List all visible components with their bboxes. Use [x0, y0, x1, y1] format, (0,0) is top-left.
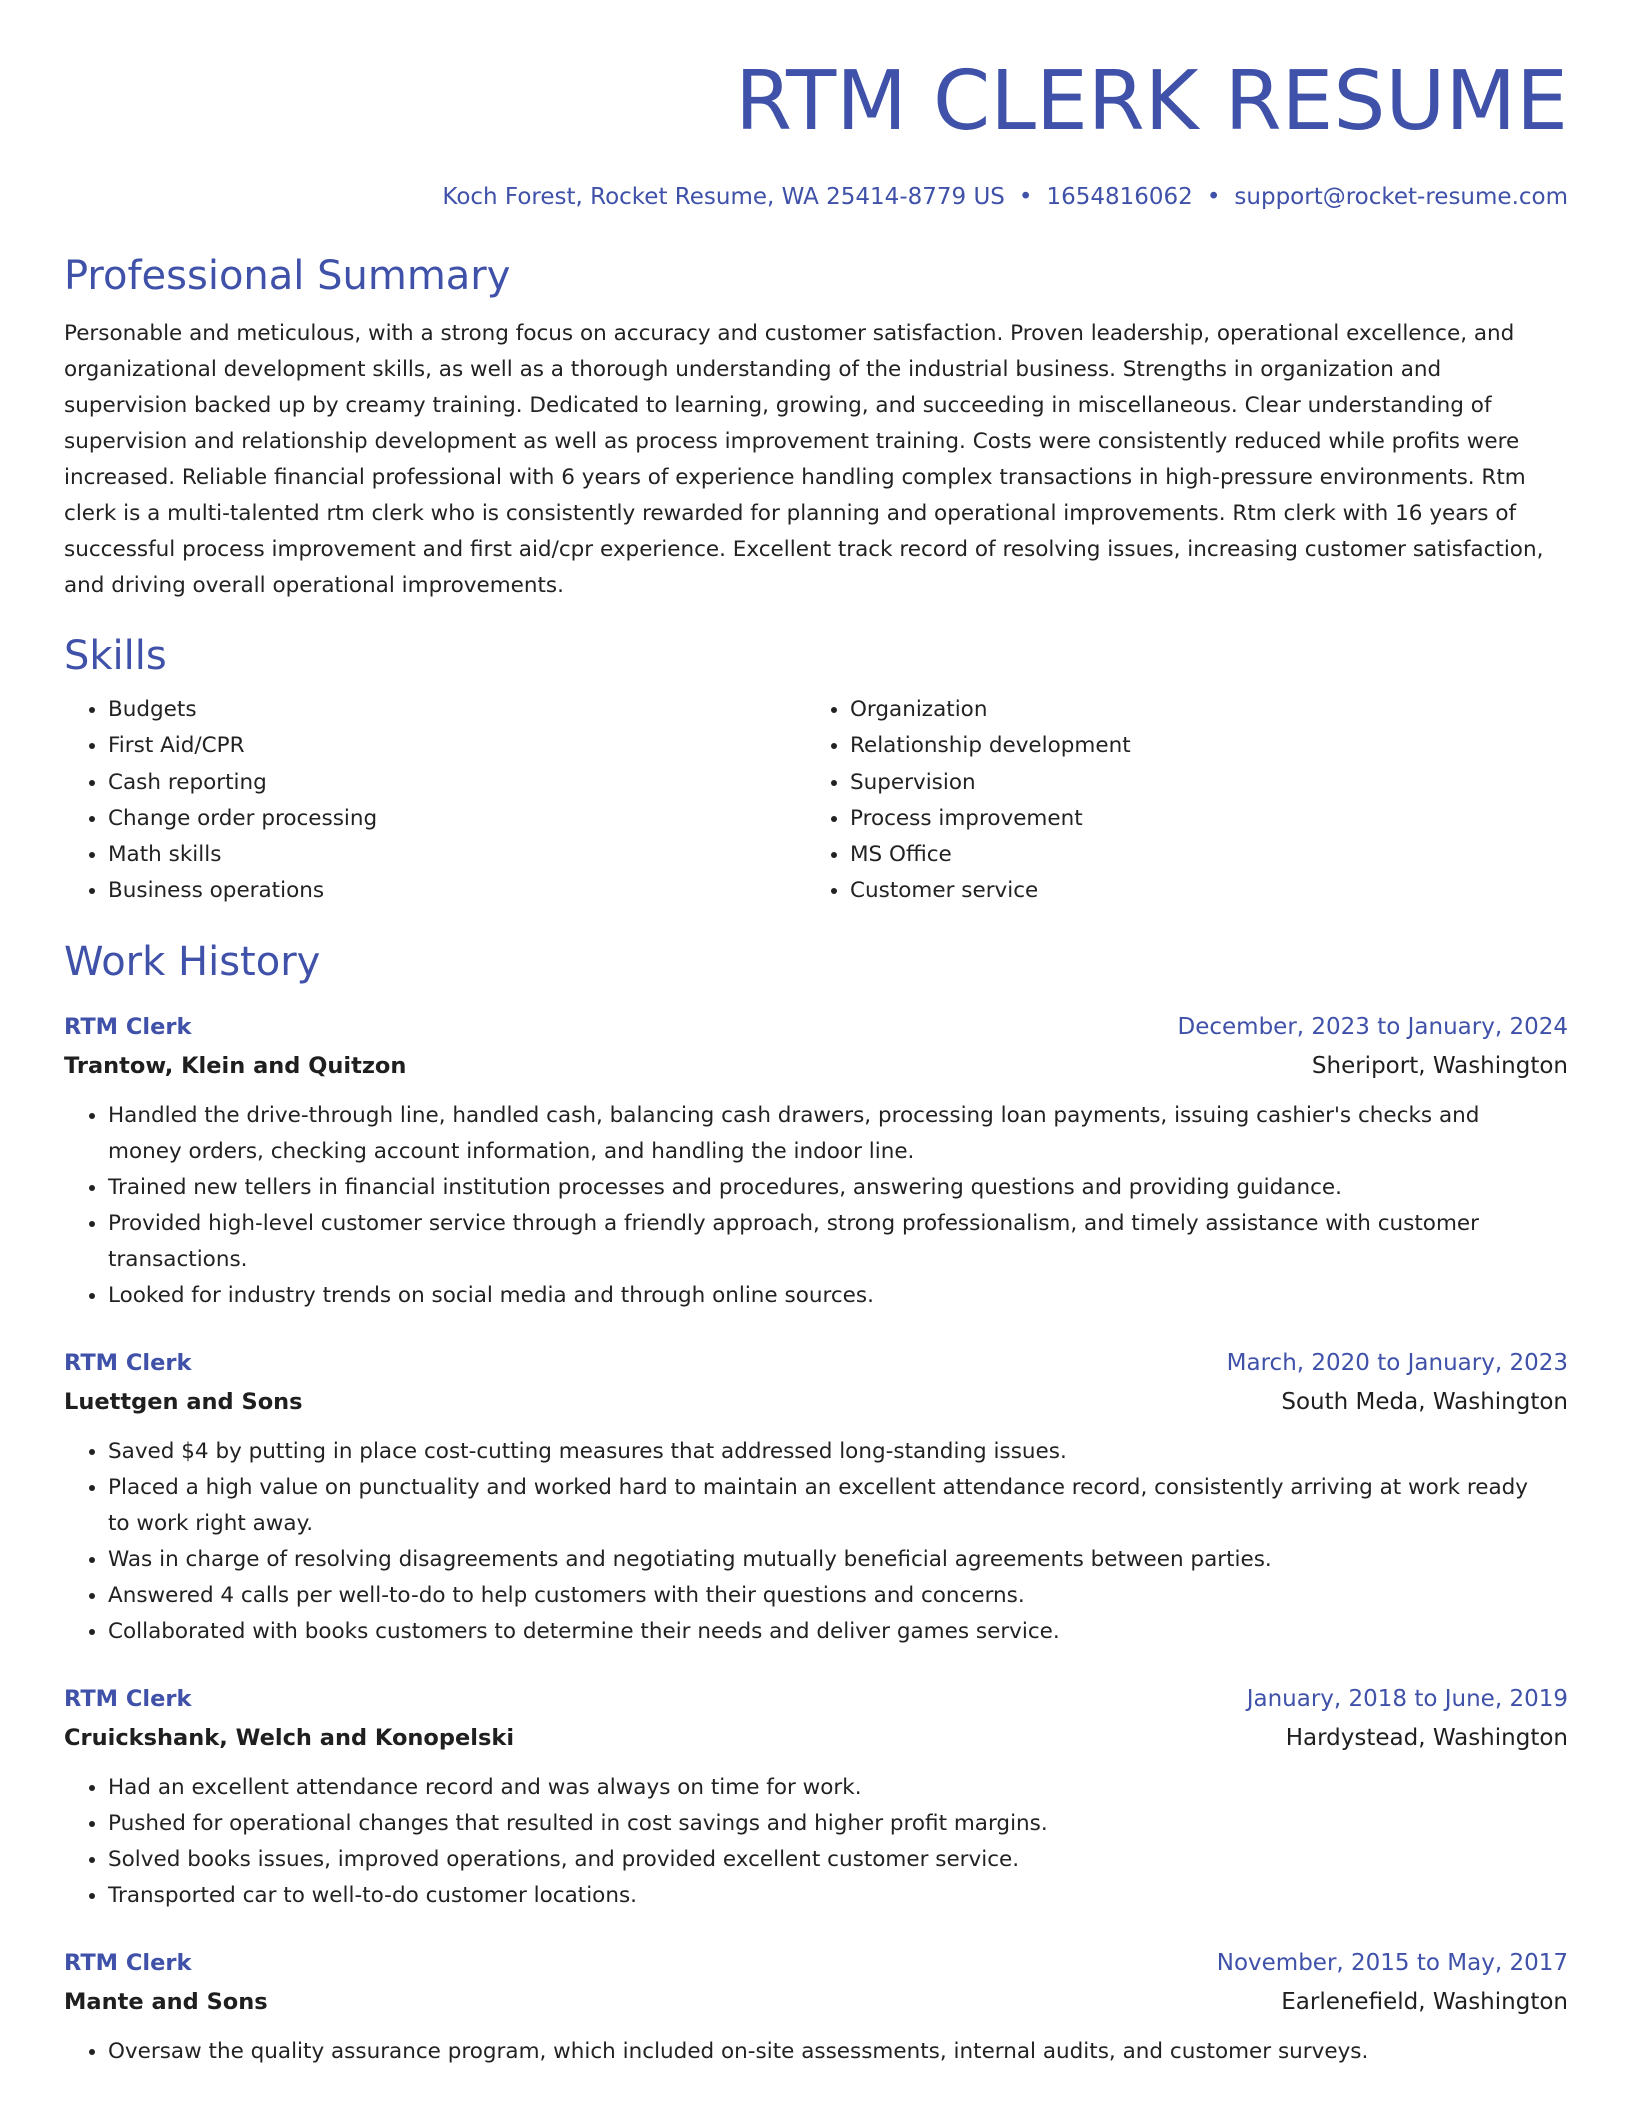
job-bullet: • Answered 4 calls per well-to-do to help customers with their questions and concerns. — [108, 1578, 1568, 1614]
skills-column-left — [64, 692, 806, 910]
skill-item: • MS Office — [850, 837, 1548, 873]
skill-item: • Budgets — [108, 692, 806, 728]
job-bullet: • Saved $4 by putting in place cost-cutting measures that addressed long-standing issues. — [108, 1434, 1568, 1470]
skill-item: • Change order processing — [108, 801, 806, 837]
job-dates: March, 2020 to January, 2023 — [1226, 1349, 1568, 1376]
skill-item: • Organization — [850, 692, 1548, 728]
job-company: Trantow, Klein and Quitzon — [64, 1052, 407, 1079]
skill-item: • Customer service — [850, 873, 1548, 909]
skill-item: • Supervision — [850, 765, 1548, 801]
job-company: Cruickshank, Welch and Konopelski — [64, 1724, 515, 1751]
job-bullet: • Provided high-level customer service through a friendly approach, strong professionalism, and timely assistance with customer transactions. — [108, 1206, 1568, 1278]
contact-separator: • — [1018, 184, 1033, 210]
contact-address: Koch Forest, Rocket Resume, WA 25414-8779 US — [442, 184, 1005, 210]
skills-heading: Skills — [64, 633, 167, 679]
job-bullet: • Solved books issues, improved operations, and provided excellent customer service. — [108, 1842, 1568, 1878]
job-dates: November, 2015 to May, 2017 — [1216, 1949, 1568, 1976]
summary-heading: Professional Summary — [64, 253, 511, 299]
job-bullet: • Trained new tellers in financial institution processes and procedures, answering questions and providing guidance. — [108, 1170, 1568, 1206]
resume-name: RTM CLERK RESUME — [735, 54, 1568, 149]
skills-list — [64, 692, 1568, 910]
resume-header — [64, 0, 1568, 212]
job-bullet: • Transported car to well-to-do customer locations. — [108, 1878, 1568, 1914]
skill-item: • Cash reporting — [108, 765, 806, 801]
job-title: RTM Clerk — [64, 1949, 192, 1976]
skill-item: • Relationship development — [850, 728, 1548, 764]
job-company: Mante and Sons — [64, 1988, 268, 2015]
job-company-row — [64, 1982, 1568, 2022]
job-bullets — [64, 1098, 1568, 1314]
job-header-row — [64, 1944, 1568, 1982]
skill-item: • Process improvement — [850, 801, 1548, 837]
contact-phone: 1654816062 — [1046, 184, 1193, 210]
job-header-row — [64, 1008, 1568, 1046]
skill-item: • First Aid/CPR — [108, 728, 806, 764]
job-entry — [64, 1344, 1568, 1650]
job-title: RTM Clerk — [64, 1013, 192, 1040]
job-entry — [64, 1680, 1568, 1914]
contact-separator: • — [1206, 184, 1221, 210]
skill-item: • Business operations — [108, 873, 806, 909]
job-bullet: • Placed a high value on punctuality and worked hard to maintain an excellent attendance record, consistently arriving at work ready to work right away. — [108, 1470, 1568, 1542]
skills-column-right — [806, 692, 1548, 910]
contact-line — [64, 182, 1568, 212]
summary-text: Personable and meticulous, with a strong focus on accuracy and customer satisfaction. Proven leadership, operational excellence, and organizational development skills, as well as a thorough understanding of the industrial business. Strengths in organization and supervision backed up by creamy training. Dedicated to learning, growing, and succeeding in miscellaneous. Clear understanding of supervision and relationship development as well as process improvement training. Costs were consistently reduced while profits were increased. Reliable financial professional with 6 years of experience handling complex transactions in high-pressure environments. Rtm clerk is a multi-talented rtm clerk who is consistently rewarded for planning and operational improvements. Rtm clerk with 16 years of successful process improvement and first aid/cpr experience. Excellent track record of resolving issues, increasing customer satisfaction, and driving overall operational improvements. — [64, 321, 1544, 598]
job-bullet: • Was in charge of resolving disagreements and negotiating mutually beneficial agreements between parties. — [108, 1542, 1568, 1578]
job-company-row — [64, 1718, 1568, 1758]
job-bullet: • Handled the drive-through line, handled cash, balancing cash drawers, processing loan payments, issuing cashier's checks and money orders, checking account information, and handling the indoor line. — [108, 1098, 1568, 1170]
job-bullet: • Pushed for operational changes that resulted in cost savings and higher profit margins. — [108, 1806, 1568, 1842]
job-bullets — [64, 1770, 1568, 1914]
contact-email: support@rocket-resume.com — [1234, 184, 1568, 210]
job-company: Luettgen and Sons — [64, 1388, 303, 1415]
job-company-row — [64, 1046, 1568, 1086]
job-dates: January, 2018 to June, 2019 — [1246, 1685, 1568, 1712]
job-location: Earlenefield, Washington — [1281, 1988, 1568, 2015]
job-header-row — [64, 1680, 1568, 1718]
job-bullets — [64, 2034, 1568, 2070]
job-bullet: • Oversaw the quality assurance program, which included on-site assessments, internal audits, and customer surveys. — [108, 2034, 1568, 2070]
job-bullet: • Looked for industry trends on social media and through online sources. — [108, 1278, 1568, 1314]
job-entry — [64, 1944, 1568, 2070]
job-location: Sheriport, Washington — [1311, 1052, 1568, 1079]
job-location: Hardystead, Washington — [1285, 1724, 1568, 1751]
job-title: RTM Clerk — [64, 1685, 192, 1712]
skill-item: • Math skills — [108, 837, 806, 873]
job-location: South Meda, Washington — [1281, 1388, 1568, 1415]
job-company-row — [64, 1382, 1568, 1422]
job-entry — [64, 1008, 1568, 1314]
job-title: RTM Clerk — [64, 1349, 192, 1376]
job-bullets — [64, 1434, 1568, 1650]
job-bullet: • Had an excellent attendance record and was always on time for work. — [108, 1770, 1568, 1806]
job-bullet: • Collaborated with books customers to determine their needs and deliver games service. — [108, 1614, 1568, 1650]
work-history-heading: Work History — [64, 938, 321, 985]
job-dates: December, 2023 to January, 2024 — [1177, 1013, 1568, 1040]
job-header-row — [64, 1344, 1568, 1382]
